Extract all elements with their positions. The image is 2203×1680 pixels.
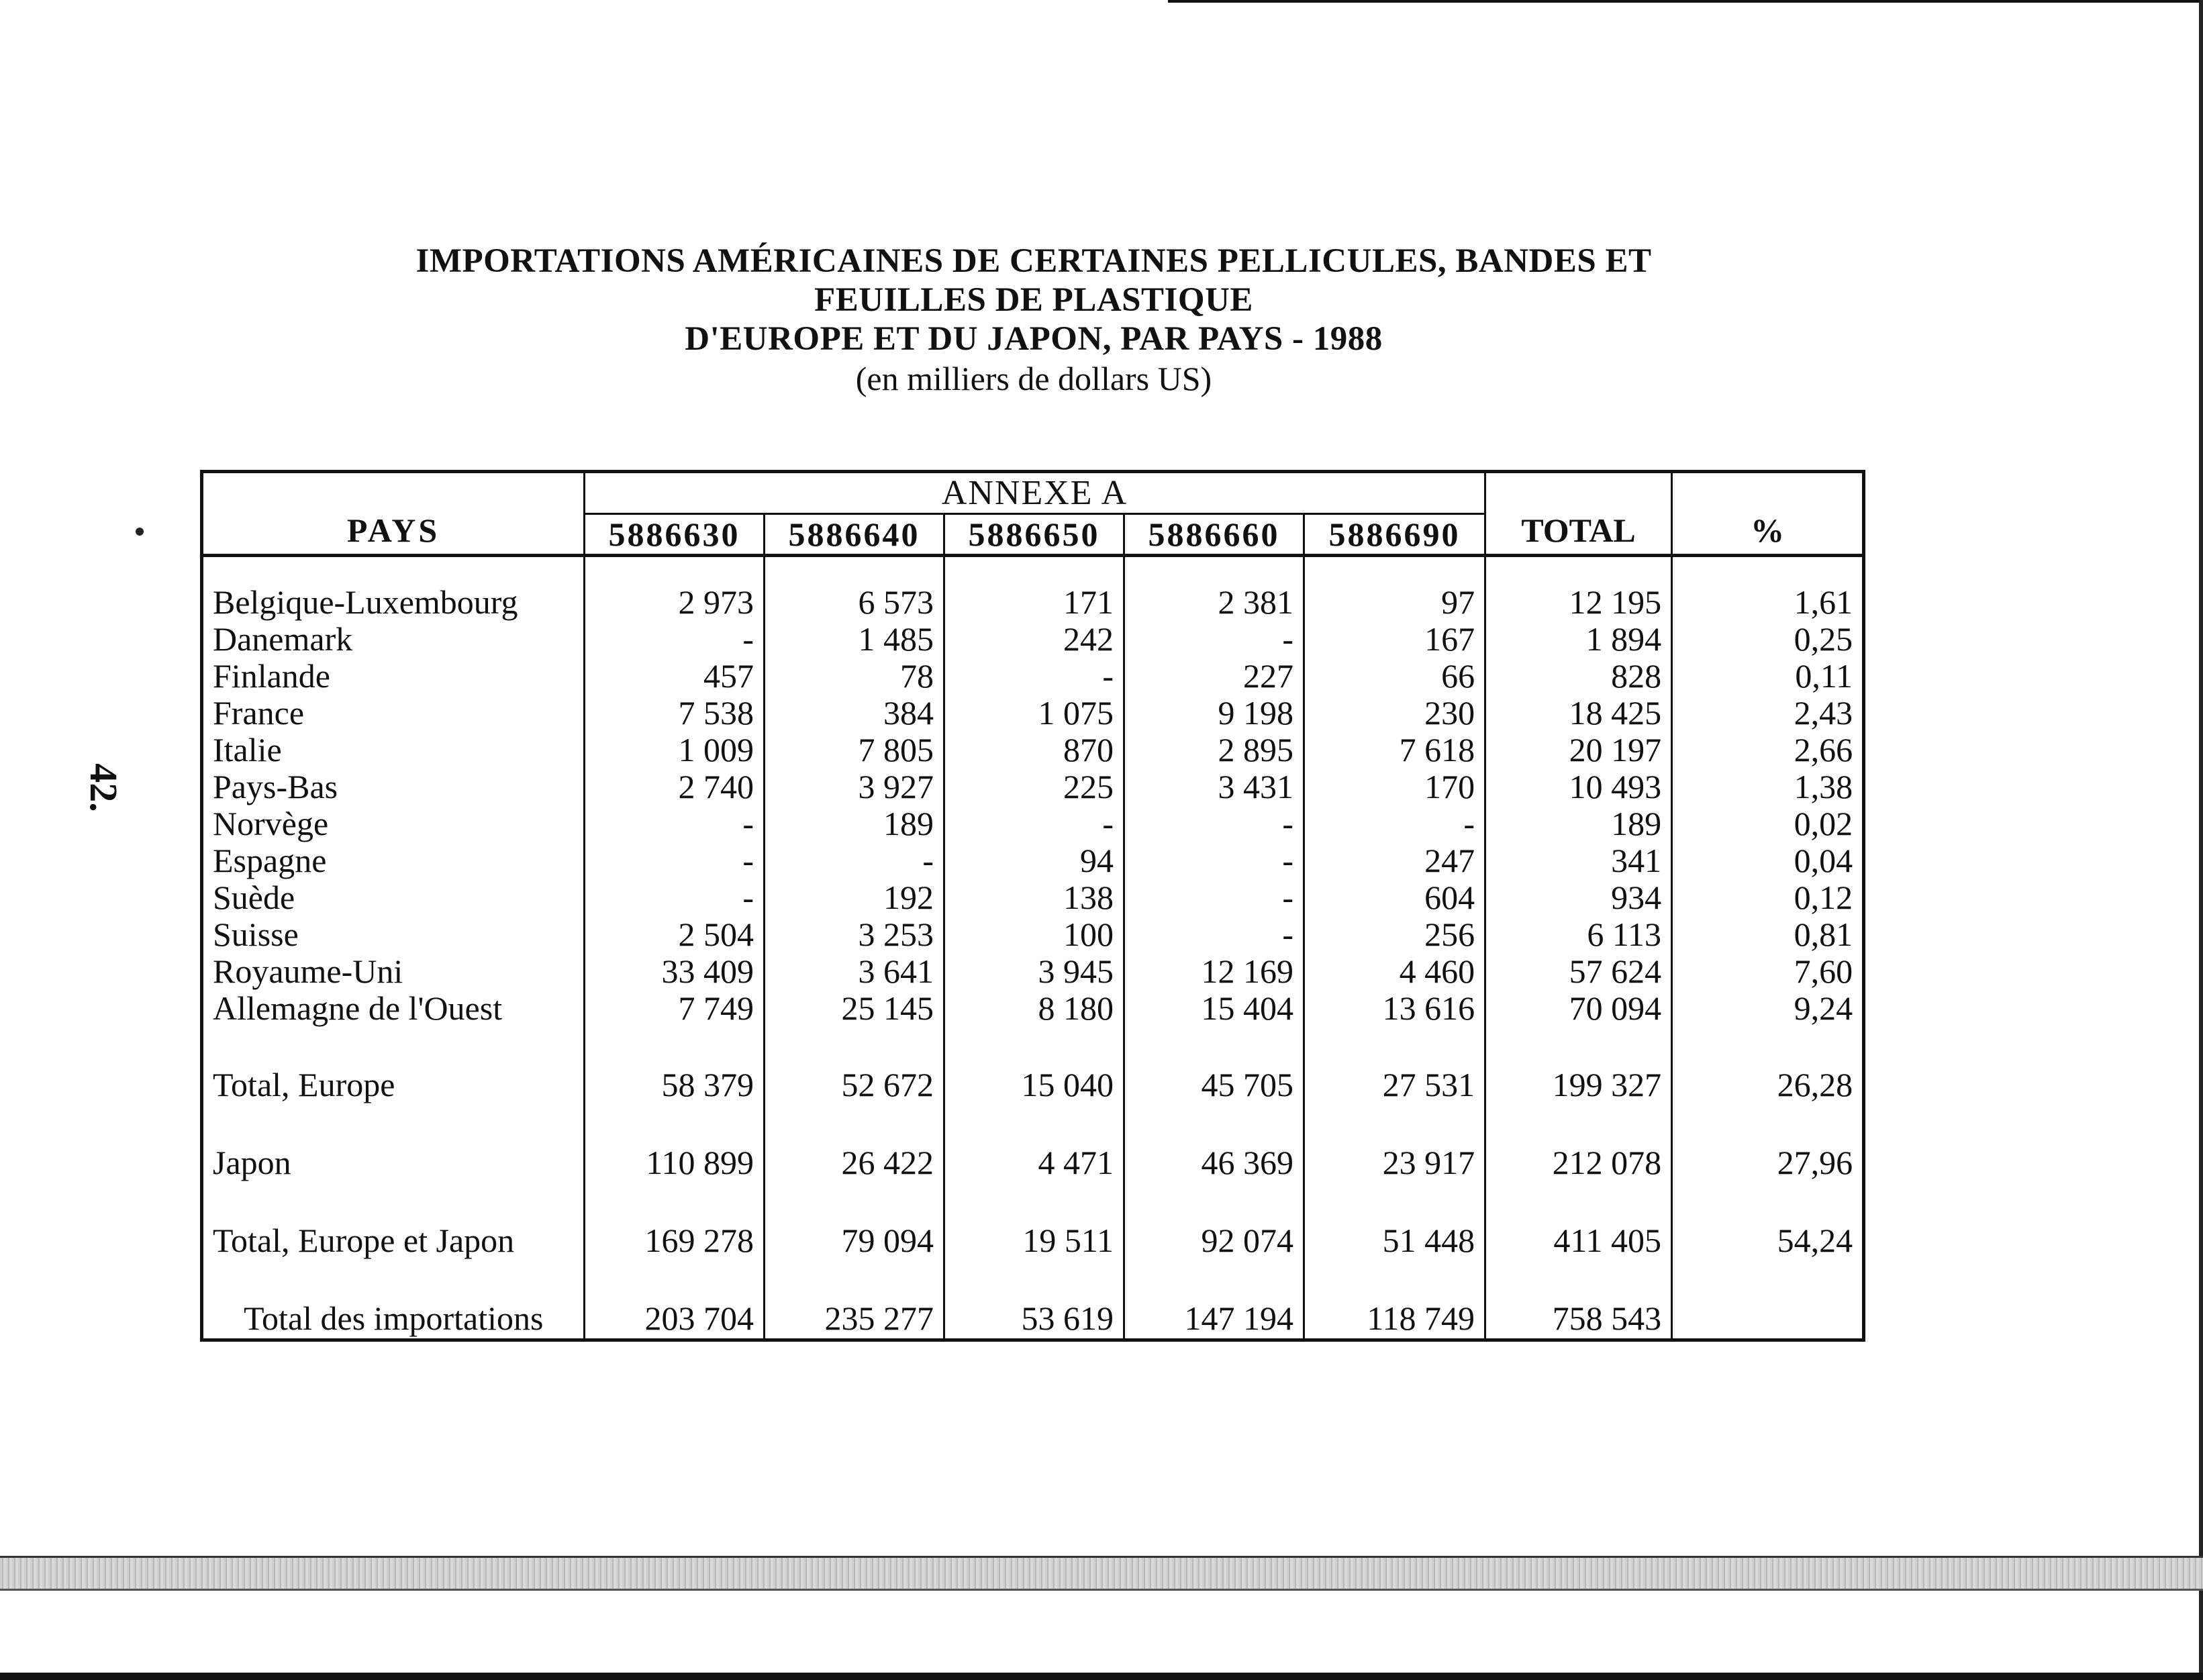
cell-pays: Belgique-Luxembourg: [213, 583, 518, 621]
cell-percent: 7,60: [1672, 953, 1864, 990]
cell-value: 4 460: [1304, 953, 1485, 990]
cell-value: 26 422: [765, 1142, 944, 1183]
cell-value: 3 945: [944, 953, 1124, 990]
cell-pays: Total, Europe: [213, 1065, 395, 1103]
table-row: [202, 1065, 1864, 1105]
cell-value: 6 573: [765, 584, 944, 621]
cell-total: 828: [1485, 658, 1672, 695]
cell-value: 235 277: [765, 1298, 944, 1340]
cell-percent: 0,04: [1672, 842, 1864, 879]
cell-percent: 0,11: [1672, 658, 1864, 695]
scan-artifact-strip: [0, 1556, 2203, 1591]
title-line-1: IMPORTATIONS AMÉRICAINES DE CERTAINES PELLICULES, BANDES ET: [415, 242, 1652, 280]
imports-table: [200, 470, 1865, 1342]
cell-value: -: [1124, 916, 1304, 953]
table-row: [202, 1298, 1864, 1340]
cell-value: 192: [765, 879, 944, 916]
page-number: 42.: [81, 763, 126, 812]
table-body: [202, 556, 1864, 1340]
cell-value: -: [1304, 805, 1485, 842]
cell-value: -: [1124, 805, 1304, 842]
cell-value: 79 094: [765, 1220, 944, 1261]
cell-value: 2 381: [1124, 584, 1304, 621]
cell-value: 171: [944, 584, 1124, 621]
cell-percent: 2,66: [1672, 732, 1864, 769]
cell-percent: 1,38: [1672, 769, 1864, 805]
cell-value: 92 074: [1124, 1220, 1304, 1261]
margin-dot: [136, 528, 144, 536]
cell-total: 212 078: [1485, 1142, 1672, 1183]
table-row: [202, 1142, 1864, 1183]
cell-value: 8 180: [944, 990, 1124, 1027]
cell-value: 7 749: [585, 990, 765, 1027]
cell-total: 341: [1485, 842, 1672, 879]
cell-percent: 0,02: [1672, 805, 1864, 842]
cell-value: 7 618: [1304, 732, 1485, 769]
row-gap: [202, 1183, 1864, 1220]
cell-value: 53 619: [944, 1298, 1124, 1340]
cell-value: 118 749: [1304, 1298, 1485, 1340]
cell-total: 70 094: [1485, 990, 1672, 1027]
cell-total: 12 195: [1485, 584, 1672, 621]
cell-pays: Allemagne de l'Ouest: [213, 989, 503, 1027]
cell-value: 189: [765, 805, 944, 842]
cell-total: 411 405: [1485, 1220, 1672, 1261]
cell-value: 52 672: [765, 1065, 944, 1105]
table-row: [202, 584, 1864, 621]
table-row: [202, 879, 1864, 916]
cell-value: 870: [944, 732, 1124, 769]
cell-value: 94: [944, 842, 1124, 879]
cell-value: 203 704: [585, 1298, 765, 1340]
row-gap: [202, 1261, 1864, 1298]
table-row: [202, 842, 1864, 879]
cell-value: -: [585, 621, 765, 658]
cell-value: 33 409: [585, 953, 765, 990]
title-line-3: D'EUROPE ET DU JAPON, PAR PAYS - 1988: [685, 320, 1383, 358]
cell-value: -: [1124, 879, 1304, 916]
cell-percent: [1672, 1298, 1864, 1340]
cell-total: 1 894: [1485, 621, 1672, 658]
cell-pays: Japon: [213, 1143, 291, 1181]
cell-percent: 26,28: [1672, 1065, 1864, 1105]
cell-value: 15 404: [1124, 990, 1304, 1027]
cell-total: 57 624: [1485, 953, 1672, 990]
cell-value: 227: [1124, 658, 1304, 695]
cell-percent: 9,24: [1672, 990, 1864, 1027]
cell-total: 18 425: [1485, 695, 1672, 732]
cell-total: 6 113: [1485, 916, 1672, 953]
cell-value: -: [585, 879, 765, 916]
cell-value: 97: [1304, 584, 1485, 621]
cell-value: 1 009: [585, 732, 765, 769]
top-edge-rule: [1168, 0, 2203, 3]
cell-total: 758 543: [1485, 1298, 1672, 1340]
cell-value: 4 471: [944, 1142, 1124, 1183]
cell-value: 3 253: [765, 916, 944, 953]
table-row: [202, 621, 1864, 658]
cell-pays: Finlande: [213, 657, 330, 695]
cell-value: 3 641: [765, 953, 944, 990]
bottom-scan-edge: [0, 1673, 2203, 1680]
cell-value: 2 740: [585, 769, 765, 805]
cell-value: 46 369: [1124, 1142, 1304, 1183]
cell-value: 58 379: [585, 1065, 765, 1105]
table-row: [202, 769, 1864, 805]
cell-value: 19 511: [944, 1220, 1124, 1261]
table-row: [202, 695, 1864, 732]
cell-value: 7 805: [765, 732, 944, 769]
cell-value: 3 927: [765, 769, 944, 805]
header-percent: %: [1672, 472, 1864, 556]
cell-percent: 27,96: [1672, 1142, 1864, 1183]
table-row: [202, 1220, 1864, 1261]
header-code: 5886640: [765, 514, 944, 556]
cell-value: 225: [944, 769, 1124, 805]
cell-value: 2 504: [585, 916, 765, 953]
row-gap: [202, 1105, 1864, 1142]
cell-value: 66: [1304, 658, 1485, 695]
cell-value: 51 448: [1304, 1220, 1485, 1261]
cell-value: 27 531: [1304, 1065, 1485, 1105]
cell-total: 934: [1485, 879, 1672, 916]
cell-pays: Royaume-Uni: [213, 952, 403, 990]
right-scan-edge: [2199, 0, 2203, 1680]
cell-value: 1 485: [765, 621, 944, 658]
title-block: [201, 242, 1866, 399]
cell-pays: Italie: [213, 731, 282, 769]
cell-value: 100: [944, 916, 1124, 953]
cell-percent: 1,61: [1672, 584, 1864, 621]
cell-percent: 2,43: [1672, 695, 1864, 732]
cell-value: 45 705: [1124, 1065, 1304, 1105]
cell-total: 189: [1485, 805, 1672, 842]
cell-value: 7 538: [585, 695, 765, 732]
cell-percent: 54,24: [1672, 1220, 1864, 1261]
cell-value: 23 917: [1304, 1142, 1485, 1183]
header-total: TOTAL: [1485, 472, 1672, 556]
header-code: 5886690: [1304, 514, 1485, 556]
cell-value: 167: [1304, 621, 1485, 658]
cell-value: 384: [765, 695, 944, 732]
cell-value: 457: [585, 658, 765, 695]
cell-pays: Total, Europe et Japon: [213, 1221, 515, 1259]
cell-total: 20 197: [1485, 732, 1672, 769]
cell-value: -: [765, 842, 944, 879]
cell-value: 13 616: [1304, 990, 1485, 1027]
table-row: [202, 732, 1864, 769]
table-row: [202, 916, 1864, 953]
header-annexe: ANNEXE A: [585, 472, 1485, 514]
cell-value: 15 040: [944, 1065, 1124, 1105]
cell-value: 78: [765, 658, 944, 695]
header-code: 5886660: [1124, 514, 1304, 556]
cell-value: -: [1124, 842, 1304, 879]
cell-pays: Pays-Bas: [213, 768, 338, 805]
cell-value: 230: [1304, 695, 1485, 732]
table-row: [202, 805, 1864, 842]
cell-value: 256: [1304, 916, 1485, 953]
table-row: [202, 658, 1864, 695]
cell-value: 12 169: [1124, 953, 1304, 990]
subtitle-units: (en milliers de dollars US): [855, 360, 1212, 397]
cell-value: 169 278: [585, 1220, 765, 1261]
table-row: [202, 953, 1864, 990]
cell-value: 1 075: [944, 695, 1124, 732]
cell-percent: 0,12: [1672, 879, 1864, 916]
cell-value: 147 194: [1124, 1298, 1304, 1340]
cell-value: -: [585, 842, 765, 879]
cell-pays: Suisse: [213, 916, 299, 953]
cell-value: 2 973: [585, 584, 765, 621]
cell-value: -: [944, 658, 1124, 695]
cell-value: 2 895: [1124, 732, 1304, 769]
cell-pays: Total des importations: [244, 1299, 544, 1337]
cell-value: 9 198: [1124, 695, 1304, 732]
table-row: [202, 990, 1864, 1027]
cell-value: -: [585, 805, 765, 842]
cell-pays: Danemark: [213, 620, 353, 658]
cell-value: 247: [1304, 842, 1485, 879]
cell-value: 242: [944, 621, 1124, 658]
cell-value: 138: [944, 879, 1124, 916]
cell-value: 604: [1304, 879, 1485, 916]
title-line-2: FEUILLES DE PLASTIQUE: [814, 281, 1253, 319]
cell-value: 25 145: [765, 990, 944, 1027]
cell-percent: 0,81: [1672, 916, 1864, 953]
cell-value: 110 899: [585, 1142, 765, 1183]
cell-pays: France: [213, 694, 305, 732]
cell-value: -: [944, 805, 1124, 842]
header-pays: PAYS: [202, 472, 585, 556]
header-code: 5886650: [944, 514, 1124, 556]
cell-value: 3 431: [1124, 769, 1304, 805]
cell-pays: Espagne: [213, 842, 327, 879]
row-gap: [202, 1027, 1864, 1065]
header-code: 5886630: [585, 514, 765, 556]
cell-total: 10 493: [1485, 769, 1672, 805]
cell-value: -: [1124, 621, 1304, 658]
cell-pays: Norvège: [213, 805, 329, 842]
cell-value: 170: [1304, 769, 1485, 805]
cell-pays: Suède: [213, 879, 295, 916]
cell-total: 199 327: [1485, 1065, 1672, 1105]
cell-percent: 0,25: [1672, 621, 1864, 658]
